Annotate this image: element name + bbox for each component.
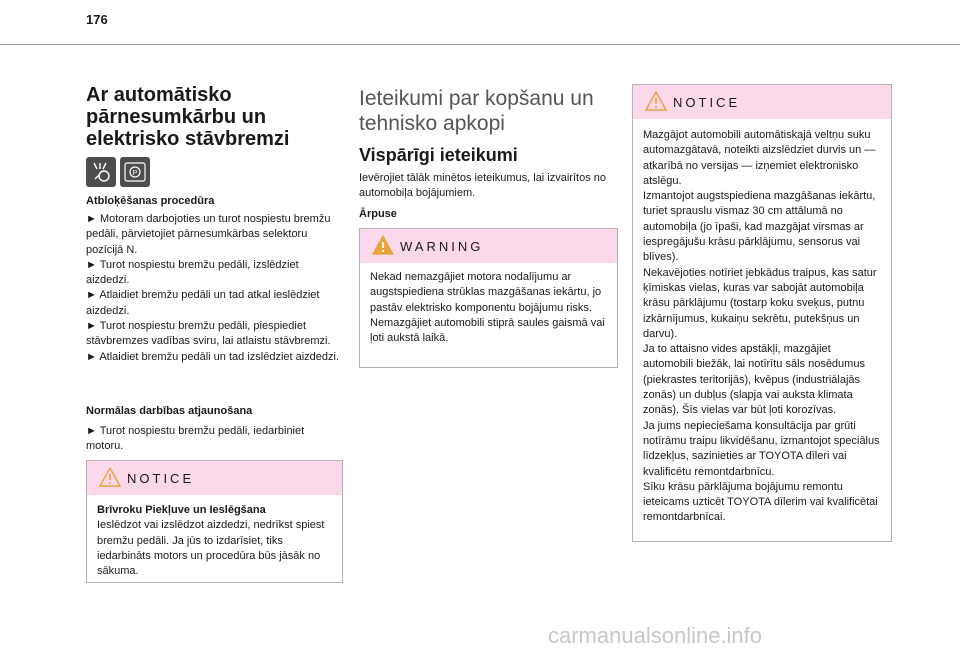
notice-text: Ieslēdzot vai izslēdzot aizdedzi, nedrīkst spiest bremžu pedāli. Ja jūs to izdarīsiet, tiks iedarbināts motors un procedūra būs jāsāk no sākuma. (97, 519, 325, 578)
warning-triangle-icon (99, 467, 121, 487)
gearbox-auto-icon (86, 157, 116, 187)
intro-text: Ievērojiet tālāk minētos ieteikumus, lai izvairītos no automobiļa bojājumiem. (359, 172, 606, 200)
svg-text:P: P (132, 170, 138, 177)
page-number: 176 (86, 12, 108, 27)
notice-label: NOTICE (673, 95, 741, 110)
notice-label: NOTICE (127, 471, 195, 486)
warning-text: Nekad nemazgājiet motora nodalījumu ar augstspiediena strūklas mazgāšanas iekārtu, jo pastāv elektrisko komponentu bojājumu risks. Nemazgājiet automobili stiprā saules gaismā vai ļoti aukstā laikā. (370, 271, 605, 345)
warning-header (360, 229, 617, 263)
warning-box (359, 228, 618, 368)
icon-row (86, 157, 150, 187)
section-heading-restore: Normālas darbības atjaunošana (86, 405, 253, 417)
section-heading-exterior: Ārpuse (359, 208, 397, 220)
parking-brake-p-icon (120, 157, 150, 187)
restore-steps: ► Turot nospiestu bremžu pedāli, iedarbiniet motoru. (86, 425, 305, 453)
notice-text: Mazgājot automobili automātiskajā veltņu suku automazgātavā, noteikti aizslēdziet durvis un — atkarībā no versijas — izņemiet elektronisko atslēgu. Izmantojot augstspiediena mazgāšanas iekārtu, turiet sprauslu vismaz 30 cm attālumā no automobiļa (jo īpaši, kad mazgājat virsmas ar iespregājušu krāsu pārklājumu, sensorus vai blīves). Nekavējoties notīriet jebkādus traipus, kas satur ķīmiskas vielas, kuras var sabojāt automobiļa krāsu pārklājumu (tostarp koku sveķus, putnu izkārnījumus, kukaiņu sekrētu, putekšņus un darvu). Ja to attaisno vides apstākļi, mazgājiet automobili biežāk, lai notīrītu sāls nosēdumus (piekrastes teritorijās), kvēpus (industriālajās zonās) un dubļus (slapja vai auksta klimata zonās). Šīs vielas var būt ļoti korozīvas. Ja jums nepieciešama konsultācija par grūti notīrāmu traipu likvidēšanu, izmantojot speciālus līdzekļus, sazinieties ar TOYOTA dīleri vai kvalificētu remontdarbnīcu. Sīku krāsu pārklājuma bojājumu remontu ieteicams uzticēt TOYOTA dīlerim vai kvalificētai remontdarbnīcai. (643, 129, 880, 524)
notice-header (87, 461, 342, 495)
notice-box-right (632, 84, 892, 542)
warning-label: WARNING (400, 239, 484, 254)
section-heading-unlock: Atbloķēšanas procedūra (86, 195, 215, 207)
notice-box-left (86, 460, 343, 583)
notice-header (633, 85, 891, 119)
subsection-title: Vispārīgi ieteikumi (359, 145, 518, 165)
unlock-steps: ► Motoram darbojoties un turot nospiestu bremžu pedāli, pārvietojiet pārnesumkārbas selektoru pozīcijā N. ► Turot nospiestu bremžu pedāli, izslēdziet aizdedzi. ► Atlaidiet bremžu pedāli un tad atkal ieslēdziet aizdedzi. ► Turot nospiestu bremžu pedāli, piespiediet stāvbremzes vadības sviru, lai atlaistu stāvbremzi. ► Atlaidiet bremžu pedāli un tad izslēdziet aizdedzi. (86, 213, 340, 363)
notice-heading: Brīvroku Piekļuve un Ieslēgšana (97, 504, 266, 516)
header-divider (0, 44, 960, 45)
warning-triangle-icon (645, 91, 667, 111)
section-title-left: Ar automātisko pārnesumkārbu un elektrisko stāvbremzi (86, 84, 290, 150)
section-title-middle: Ieteikumi par kopšanu un tehnisko apkopi (359, 87, 594, 135)
warning-triangle-icon (372, 235, 394, 255)
watermark: carmanualsonline.info (548, 623, 763, 648)
